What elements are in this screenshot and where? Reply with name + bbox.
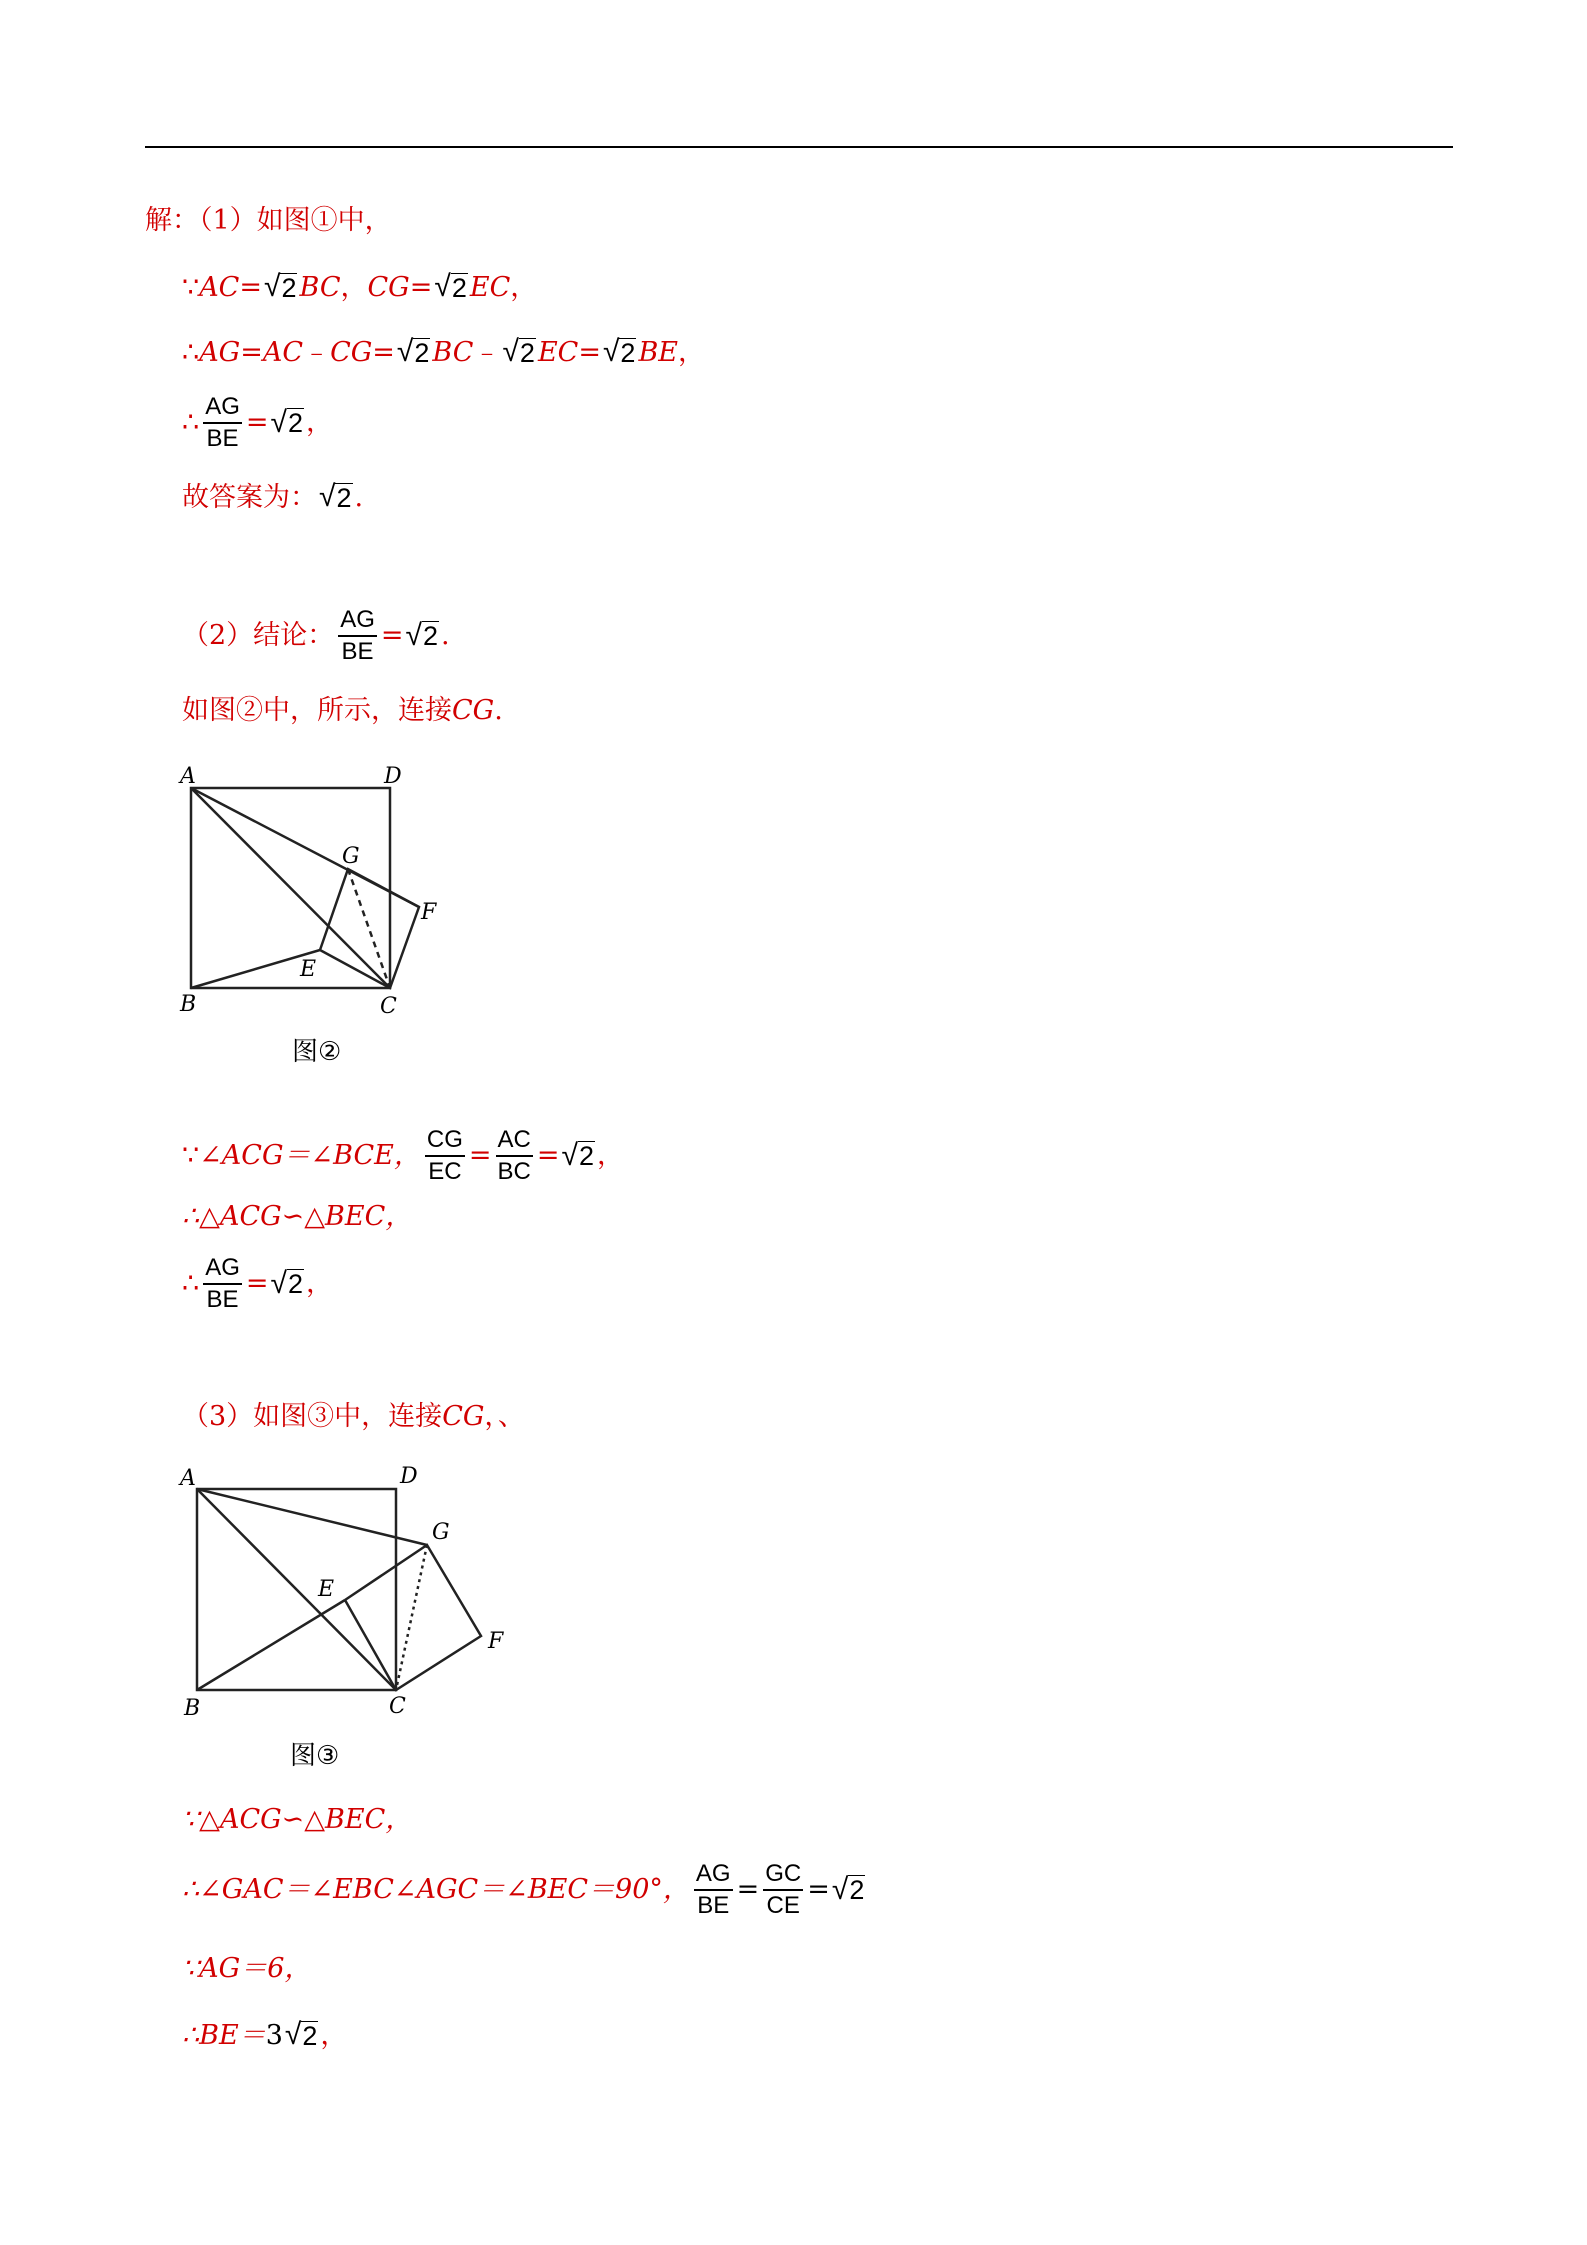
label-d: D [384,764,402,789]
sqrt-2: √ 2 [831,1872,865,1906]
eq: = [807,1874,830,1906]
label-e: E [318,1577,335,1602]
line-2 [182,272,537,302]
part3-text: （3）如图③中，连接 [182,1401,443,1432]
solution-intro-text: 解：（1）如图①中， [145,205,392,236]
comma: ， [340,271,368,303]
comma: ， [510,271,538,303]
var-cg: CG [452,695,495,726]
sqrt-2: √ 2 [396,335,430,368]
figure-3-caption: 图③ [290,1741,340,1771]
fraction-cg-ec: $\frac{CG}{EC}$ [426,1126,463,1185]
solution-intro [145,207,392,234]
eq: = [468,1140,492,1172]
sqrt-2: √ 2 [270,1266,303,1300]
label-a: A [180,1466,196,1491]
label-d: D [400,1464,418,1489]
sqrt-2: √ 2 [263,270,297,303]
period: . [441,620,450,652]
line-3 [182,337,705,367]
figure-3 [170,1455,530,1725]
ag-value: ∵AG＝6， [182,1953,312,1984]
comma: ， [306,407,333,439]
figure-2-caption: 图② [292,1037,342,1067]
var-bc: BC [432,336,474,368]
label-f: F [421,900,437,925]
label-b: B [184,1696,201,1721]
square-egfc [320,869,419,988]
conclusion-label: （2）结论： [182,620,335,652]
therefore-symbol: ∴ [182,1268,200,1300]
var-ag: AG [199,336,241,368]
line-7 [182,697,503,724]
eq: = [409,271,433,303]
similar-triangles-2: ∵△ACG∽△BEC， [182,1804,413,1835]
answer-label: 故答案为： [182,481,317,513]
minus: ﹣ [473,336,501,368]
eq: = [380,620,404,652]
sqrt-2: √ 2 [319,480,352,513]
var-cg: CG [330,336,373,368]
eq: = [240,336,263,368]
var-cg: CG [367,271,410,303]
because-symbol: ∵ [182,271,200,303]
header-rule [145,146,1453,148]
label-c: C [389,1694,406,1719]
eq: = [536,1140,560,1172]
eq: = [372,336,395,368]
sqrt-2: √ 2 [405,618,438,652]
line-11 [182,1403,525,1430]
var-cg: CG [442,1401,485,1432]
eq: = [578,336,601,368]
line-8 [182,1128,624,1184]
square-egfc [345,1545,481,1690]
comma: ， [596,1140,624,1172]
segment-be [197,1600,345,1690]
eq: = [245,407,269,439]
fraction-ag-be: $\frac{AG}{BE}$ [695,1860,731,1919]
fraction-ac-bc: $\frac{AC}{BC}$ [497,1126,531,1185]
comma: ， [306,1268,333,1300]
sqrt-2: √ 2 [561,1138,594,1172]
period: . [354,481,364,513]
period: . [494,695,503,726]
var-bc: BC [299,271,341,303]
fraction-ag-be: $\frac{AG}{BE}$ [205,393,240,452]
sqrt-2: √ 2 [270,405,303,439]
label-e: E [300,957,317,982]
line-6 [182,608,450,664]
comma: ， [320,2019,348,2051]
label-b: B [180,992,197,1017]
connect-text: 如图②中，所示，连接 [182,695,452,726]
sqrt-2: √ 2 [284,2018,318,2051]
label-g: G [342,844,360,869]
therefore-symbol: ∴ [182,336,200,368]
var-ec: EC [537,336,579,368]
fraction-gc-ce: $\frac{GC}{CE}$ [765,1860,802,1919]
therefore-symbol: ∴ [182,407,200,439]
fraction-ag-be: $\frac{AG}{BE}$ [205,1254,240,1313]
line-15 [182,2020,347,2050]
minus: ﹣ [303,336,331,368]
fraction-ag-be: $\frac{AG}{BE}$ [340,606,375,665]
be-value-label: ∴BE＝ [182,2019,266,2051]
line-4 [182,395,333,451]
sqrt-2: √ 2 [434,270,467,303]
line-10 [182,1256,333,1312]
var-ac: AC [199,271,240,303]
figure-2 [170,755,490,1020]
var-be: BE [638,336,678,368]
because-symbol: ∵ [182,1140,200,1172]
line-5 [182,482,363,512]
label-c: C [380,994,397,1019]
label-f: F [488,1629,504,1654]
segment-ac [197,1489,396,1690]
sqrt-2: √ 2 [602,335,636,368]
var-ac: AC [262,336,304,368]
be-coefficient: 3 [265,2019,283,2051]
sqrt-2: √ 2 [502,335,535,368]
var-ec: EC [469,271,511,303]
label-a: A [180,764,196,789]
line-13 [182,1862,867,1918]
angle-relations: ∴∠GAC＝∠EBC∠AGC＝∠BEC＝90°， [182,1874,690,1906]
eq: = [245,1268,269,1300]
comma: ，、 [484,1401,525,1432]
segment-cg-dotted [396,1545,427,1690]
similar-triangles: ∴△ACG∽△BEC， [182,1201,413,1232]
line-14 [182,1955,311,1982]
line-9 [182,1203,412,1230]
label-g: G [432,1520,450,1545]
eq: = [736,1874,760,1906]
eq: = [239,271,262,303]
line-12 [182,1806,412,1833]
angle-equality: ∠ACG＝∠BCE， [199,1140,421,1172]
comma: ， [678,336,705,368]
segment-ag [197,1489,427,1545]
